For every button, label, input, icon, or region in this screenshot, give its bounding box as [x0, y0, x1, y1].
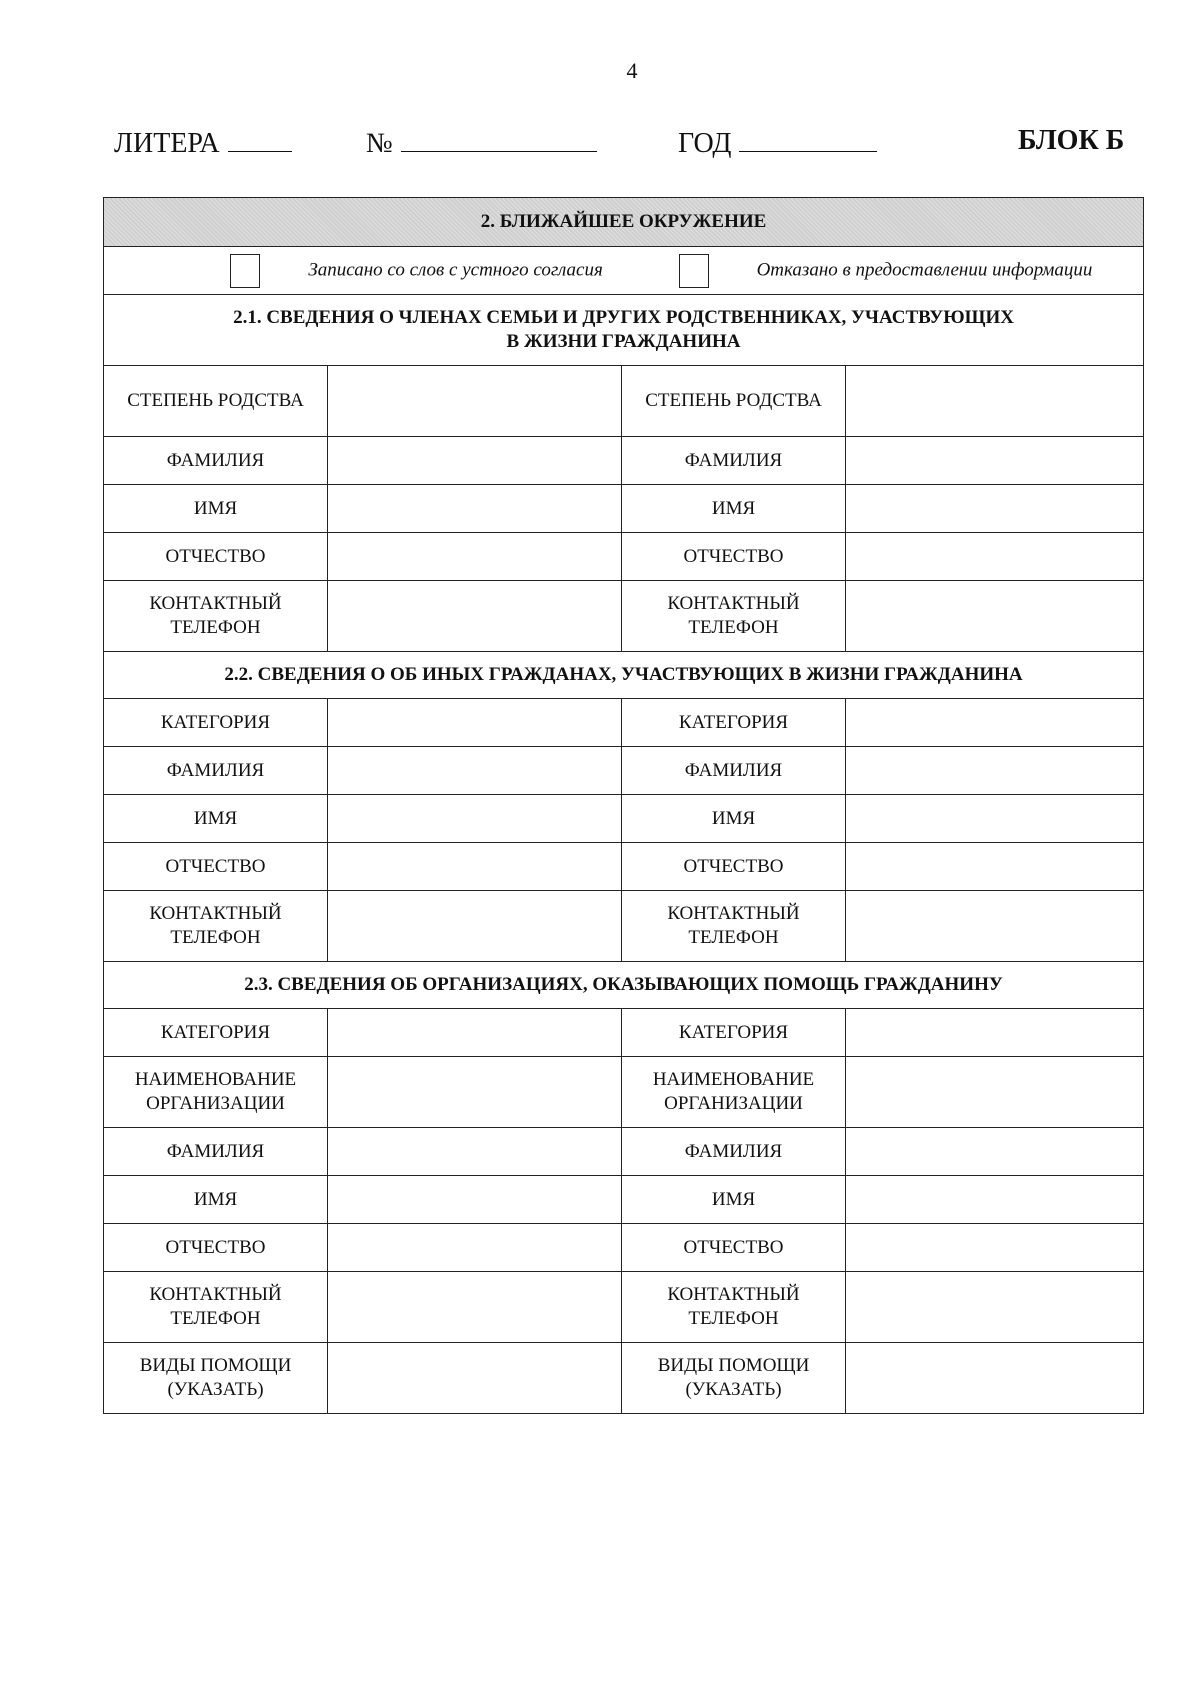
field-value-cell[interactable]	[328, 533, 622, 581]
field-label: СТЕПЕНЬ РОДСТВА	[104, 366, 328, 437]
block-label: БЛОК Б	[1018, 125, 1125, 156]
field-value-cell[interactable]	[846, 795, 1144, 843]
field-label: ФАМИЛИЯ	[104, 437, 328, 485]
field-label: ИМЯ	[622, 795, 846, 843]
field-label: ФАМИЛИЯ	[622, 747, 846, 795]
field-label: ОТЧЕСТВО	[622, 533, 846, 581]
field-value-cell[interactable]	[846, 1176, 1144, 1224]
subsection-title-line: В ЖИЗНИ ГРАЖДАНИНА	[506, 331, 741, 352]
litera-field	[114, 125, 292, 160]
field-value-cell[interactable]	[328, 1343, 622, 1414]
form-row	[104, 533, 1144, 581]
field-value-cell[interactable]	[846, 1128, 1144, 1176]
field-label: ОТЧЕСТВО	[104, 533, 328, 581]
field-label: НАИМЕНОВАНИЕ ОРГАНИЗАЦИИ	[104, 1057, 328, 1128]
subsection-title-row	[104, 962, 1144, 1009]
form-row	[104, 891, 1144, 962]
number-label: №	[366, 128, 393, 159]
field-label: КОНТАКТНЫЙ ТЕЛЕФОН	[104, 891, 328, 962]
field-label: ИМЯ	[622, 1176, 846, 1224]
subsection-title-line: 2.2. СВЕДЕНИЯ О ОБ ИНЫХ ГРАЖДАНАХ, УЧАСТВУЮЩИХ В ЖИЗНИ ГРАЖДАНИНА	[224, 664, 1023, 685]
field-value-cell[interactable]	[846, 1343, 1144, 1414]
field-label: КАТЕГОРИЯ	[104, 1009, 328, 1057]
field-label: ИМЯ	[104, 795, 328, 843]
field-value-cell[interactable]	[328, 891, 622, 962]
refused-label: Отказано в предоставлении информации	[756, 258, 1093, 280]
subsection-title	[104, 962, 1144, 1009]
subsection-title	[104, 652, 1144, 699]
year-input-line[interactable]	[739, 125, 877, 152]
field-value-cell[interactable]	[328, 699, 622, 747]
field-label: ОТЧЕСТВО	[622, 843, 846, 891]
form-row	[104, 1176, 1144, 1224]
field-label: ФАМИЛИЯ	[104, 1128, 328, 1176]
field-value-cell[interactable]	[328, 581, 622, 652]
refused-checkbox[interactable]	[679, 254, 709, 288]
field-value-cell[interactable]	[846, 1057, 1144, 1128]
field-label: НАИМЕНОВАНИЕ ОРГАНИЗАЦИИ	[622, 1057, 846, 1128]
form-row	[104, 437, 1144, 485]
subsection-title	[104, 295, 1144, 366]
field-value-cell[interactable]	[846, 485, 1144, 533]
field-value-cell[interactable]	[328, 1176, 622, 1224]
section-title-row	[104, 198, 1144, 247]
field-label: ОТЧЕСТВО	[104, 1224, 328, 1272]
consent-row	[104, 247, 1144, 295]
field-value-cell[interactable]	[328, 843, 622, 891]
form-row	[104, 1224, 1144, 1272]
field-label: ФАМИЛИЯ	[104, 747, 328, 795]
field-label: КАТЕГОРИЯ	[622, 699, 846, 747]
consent-cell	[104, 247, 1144, 295]
form-row	[104, 485, 1144, 533]
field-value-cell[interactable]	[846, 366, 1144, 437]
form-row	[104, 1009, 1144, 1057]
form-row	[104, 1272, 1144, 1343]
field-label: ВИДЫ ПОМОЩИ (УКАЗАТЬ)	[104, 1343, 328, 1414]
page-number: 4	[626, 58, 638, 83]
field-value-cell[interactable]	[328, 1128, 622, 1176]
field-label: ИМЯ	[622, 485, 846, 533]
field-label: ИМЯ	[104, 1176, 328, 1224]
field-value-cell[interactable]	[846, 581, 1144, 652]
litera-label: ЛИТЕРА	[114, 128, 220, 159]
form-header	[0, 125, 1200, 165]
form-row	[104, 1343, 1144, 1414]
subsection-title-row	[104, 295, 1144, 366]
field-label: СТЕПЕНЬ РОДСТВА	[622, 366, 846, 437]
field-value-cell[interactable]	[328, 1009, 622, 1057]
field-value-cell[interactable]	[328, 795, 622, 843]
field-label: КОНТАКТНЫЙ ТЕЛЕФОН	[104, 1272, 328, 1343]
subsection-title-line: 2.1. СВЕДЕНИЯ О ЧЛЕНАХ СЕМЬИ И ДРУГИХ РОДСТВЕННИКАХ, УЧАСТВУЮЩИХ	[233, 307, 1014, 328]
form-row	[104, 795, 1144, 843]
field-label: КОНТАКТНЫЙ ТЕЛЕФОН	[622, 891, 846, 962]
year-field	[678, 125, 877, 160]
field-label: ИМЯ	[104, 485, 328, 533]
field-value-cell[interactable]	[328, 1224, 622, 1272]
field-label: КАТЕГОРИЯ	[104, 699, 328, 747]
field-value-cell[interactable]	[328, 1057, 622, 1128]
form-row	[104, 843, 1144, 891]
field-label: ОТЧЕСТВО	[622, 1224, 846, 1272]
field-value-cell[interactable]	[846, 747, 1144, 795]
subsection-title-line: 2.3. СВЕДЕНИЯ ОБ ОРГАНИЗАЦИЯХ, ОКАЗЫВАЮЩИХ ПОМОЩЬ ГРАЖДАНИНУ	[244, 974, 1003, 995]
field-value-cell[interactable]	[846, 891, 1144, 962]
field-label: ВИДЫ ПОМОЩИ (УКАЗАТЬ)	[622, 1343, 846, 1414]
field-label: КАТЕГОРИЯ	[622, 1009, 846, 1057]
number-input-line[interactable]	[401, 125, 597, 152]
field-value-cell[interactable]	[328, 485, 622, 533]
field-value-cell[interactable]	[846, 1272, 1144, 1343]
field-value-cell[interactable]	[328, 437, 622, 485]
form-row	[104, 699, 1144, 747]
field-label: КОНТАКТНЫЙ ТЕЛЕФОН	[622, 581, 846, 652]
field-label: КОНТАКТНЫЙ ТЕЛЕФОН	[622, 1272, 846, 1343]
form-row	[104, 366, 1144, 437]
field-value-cell[interactable]	[846, 1009, 1144, 1057]
field-value-cell[interactable]	[846, 533, 1144, 581]
field-label: ФАМИЛИЯ	[622, 1128, 846, 1176]
recorded-label: Записано со слов с устного согласия	[308, 258, 603, 280]
field-value-cell[interactable]	[846, 699, 1144, 747]
field-label: КОНТАКТНЫЙ ТЕЛЕФОН	[104, 581, 328, 652]
field-value-cell[interactable]	[846, 437, 1144, 485]
litera-input-line[interactable]	[228, 125, 292, 152]
form-row	[104, 1128, 1144, 1176]
field-label: ОТЧЕСТВО	[104, 843, 328, 891]
field-value-cell[interactable]	[328, 1272, 622, 1343]
year-label: ГОД	[678, 128, 732, 159]
field-value-cell[interactable]	[846, 843, 1144, 891]
field-value-cell[interactable]	[846, 1224, 1144, 1272]
form-row	[104, 581, 1144, 652]
section-title: 2. БЛИЖАЙШЕЕ ОКРУЖЕНИЕ	[104, 198, 1144, 247]
field-value-cell[interactable]	[328, 747, 622, 795]
number-field	[366, 125, 597, 160]
recorded-checkbox[interactable]	[230, 254, 260, 288]
environment-form-table	[103, 197, 1144, 1414]
subsection-title-row	[104, 652, 1144, 699]
form-row	[104, 747, 1144, 795]
form-row	[104, 1057, 1144, 1128]
field-value-cell[interactable]	[328, 366, 622, 437]
field-label: ФАМИЛИЯ	[622, 437, 846, 485]
